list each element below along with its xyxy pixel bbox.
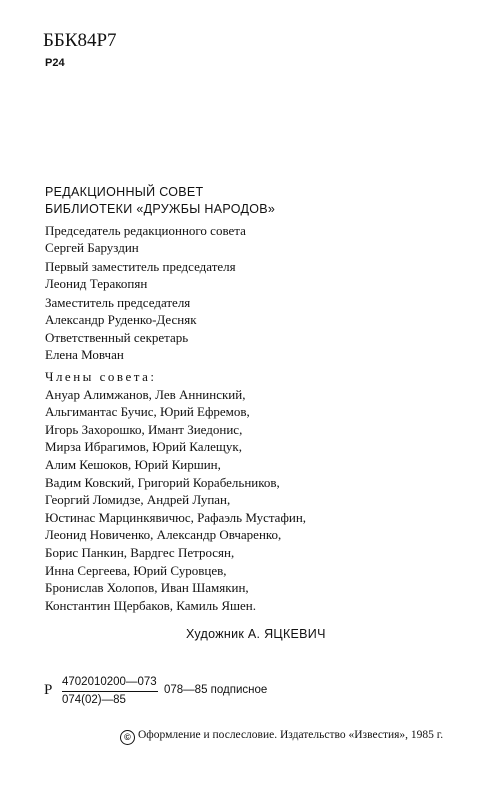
members-line: Инна Сергеева, Юрий Суровцев, xyxy=(45,562,227,578)
members-line: Бронислав Холопов, Иван Шамякин, xyxy=(45,580,249,596)
council-title-line-1: РЕДАКЦИОННЫЙ СОВЕТ xyxy=(45,185,204,199)
editorial-council-title xyxy=(45,184,275,218)
members-line: Константин Щербаков, Камиль Яшен. xyxy=(45,597,257,613)
catalog-fraction xyxy=(62,675,158,708)
role-title: Председатель редакционного совета xyxy=(45,223,246,238)
members-line: Борис Панкин, Вардгес Петросян, xyxy=(45,544,235,560)
members-line: Георгий Ломидзе, Андрей Лупан, xyxy=(45,492,231,508)
role-title: Заместитель председателя xyxy=(45,295,191,310)
council-title-line-2: БИБЛИОТЕКИ «ДРУЖБЫ НАРОДОВ» xyxy=(45,202,276,216)
role-name: Елена Мовчан xyxy=(45,347,124,362)
role-block-deputy xyxy=(45,294,197,328)
copyright-icon: © xyxy=(120,730,135,745)
members-heading: Члены совета: xyxy=(45,369,157,384)
role-name: Александр Руденко-Десняк xyxy=(45,312,197,327)
members-line: Игорь Захорошко, Имант Зиедонис, xyxy=(45,421,243,437)
role-title: Ответственный секретарь xyxy=(45,330,189,345)
role-block-first-deputy xyxy=(45,258,236,292)
members-line: Мирза Ибрагимов, Юрий Калещук, xyxy=(45,439,242,455)
artist-credit: Художник А. ЯЦКЕВИЧ xyxy=(186,627,326,641)
catalog-denominator: 074(02)—85 xyxy=(62,694,126,706)
role-title: Первый заместитель председателя xyxy=(45,259,236,274)
members-line: Ануар Алимжанов, Лев Аннинский, xyxy=(45,386,246,402)
role-block-chairman xyxy=(45,222,246,256)
council-members xyxy=(45,368,306,614)
role-name: Сергей Баруздин xyxy=(45,240,139,255)
members-line: Леонид Новиченко, Александр Овчаренко, xyxy=(45,527,282,543)
copyright-notice xyxy=(120,729,443,745)
role-block-secretary xyxy=(45,329,188,363)
members-line: Юстинас Марцинкявичюс, Рафаэль Мустафин, xyxy=(45,509,307,525)
bbk-index: ББК84Р7 xyxy=(43,30,117,51)
catalog-numerator: 4702010200—073 xyxy=(62,675,158,692)
catalog-letter: Р xyxy=(44,682,53,698)
catalog-tail: 078—85 подписное xyxy=(164,684,268,696)
members-line: Вадим Ковский, Григорий Корабельников, xyxy=(45,474,280,490)
author-code: Р24 xyxy=(45,57,65,69)
role-name: Леонид Теракопян xyxy=(45,276,148,291)
members-line: Альгимантас Бучис, Юрий Ефремов, xyxy=(45,404,250,420)
members-line: Алим Кешоков, Юрий Киршин, xyxy=(45,456,221,472)
copyright-text: Оформление и послесловие. Издательство «Известия», 1985 г. xyxy=(138,729,444,741)
